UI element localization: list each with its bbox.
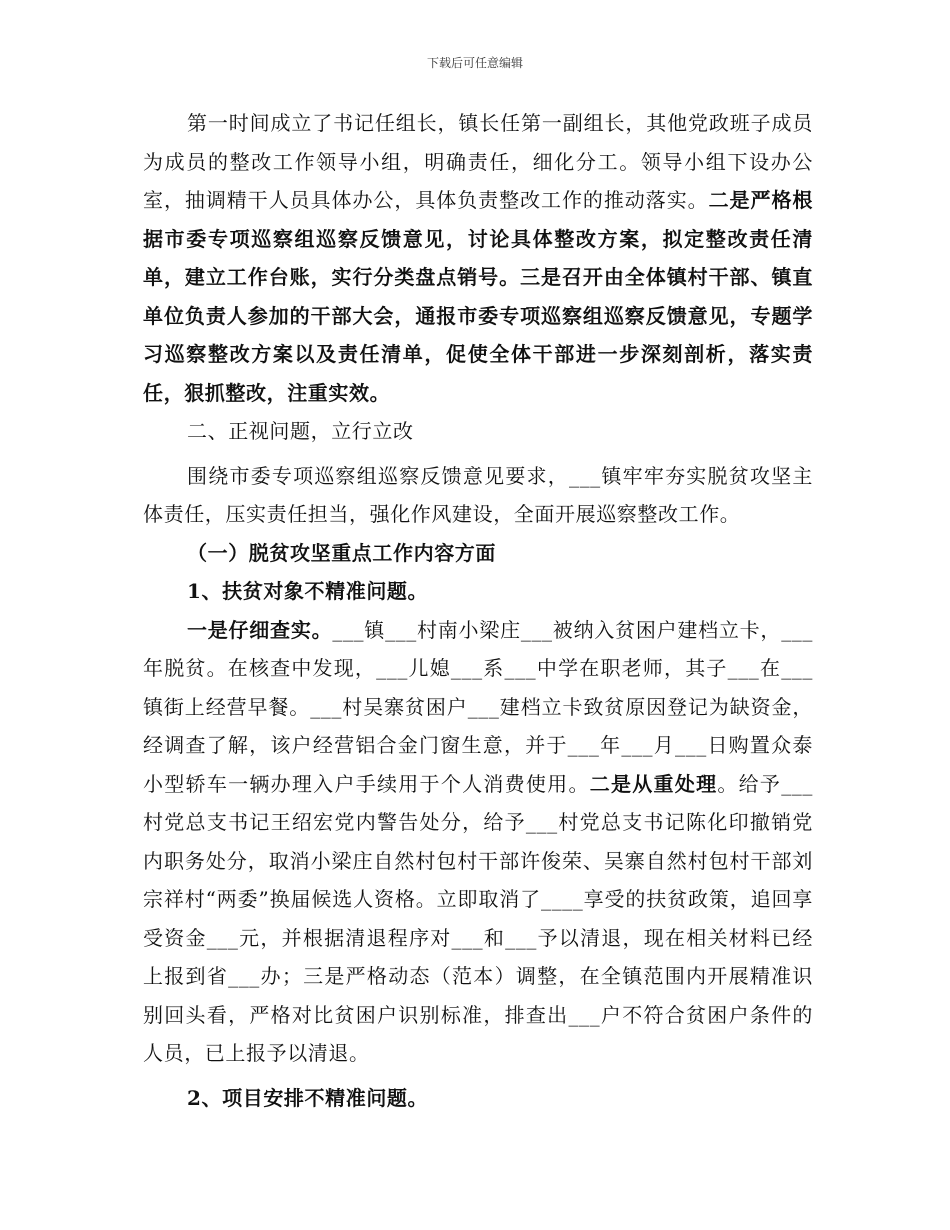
subsection-heading-1: （一）脱贫攻坚重点工作内容方面 bbox=[187, 540, 496, 565]
paragraph-1-bold-text: 二是严格根据市委专项巡察组巡察反馈意见，讨论具体整改方案，拟定整改责任清单，建立工作台账，实行分类盘点销号。三是召开由全体镇村干部、镇直单位负责人参加的干部大会，通报市委专项巡察组巡察反馈意见，专题学习巡察整改方案以及责任清单，促使全体干部进一步深刻剖析，落实责任，狠抓整改，注重实效。 bbox=[143, 188, 814, 405]
item-heading-1: 1、扶贫对象不精准问题。 bbox=[187, 579, 429, 603]
paragraph-1-text: 第一时间成立了书记任组长，镇长任第一副组长，其他党政班子成员为成员的整改工作领导小组，明确责任，细化分工。领导小组下设办公室，抽调精干人员具体办公，具体负责整改工作的推动落实。 bbox=[143, 111, 813, 212]
document-body bbox=[143, 104, 813, 1117]
paragraph-3-lead-2: 二是从重处理 bbox=[589, 771, 718, 796]
section-heading-2: 二、正视问题，立行立改 bbox=[187, 419, 414, 443]
paragraph-3-text-b: 。给予___村党总支书记王绍宏党内警告处分，给予___村党总支书记陈化印撤销党内职务处分，取消小梁庄自然村包村干部许俊荣、吴寨自然村包村干部刘宗祥村“两委”换届候选人资格。立即取消了____享受的扶贫政策，追回享受资金___元，并根据清退程序对___和___予以清退，现在相关材料已经上报到省___办；三是严格动态（范本）调整，在全镇范围内开展精准识别回头看，严格对比贫困户识别标准，排查出___户不符合贫困户条件的人员，已上报予以清退。 bbox=[143, 771, 813, 1065]
paragraph-2: 围绕市委专项巡察组巡察反馈意见要求，___镇牢牢夯实脱贫攻坚主体责任，压实责任担当，强化作风建设，全面开展巡察整改工作。 bbox=[143, 463, 813, 526]
paragraph-3-lead: 一是仔细查实。 bbox=[187, 617, 333, 642]
item-heading-2: 2、项目安排不精准问题。 bbox=[187, 1085, 429, 1110]
paragraph-1 bbox=[143, 104, 813, 412]
paragraph-3 bbox=[143, 611, 813, 1073]
page-header: 下载后可任意编辑 bbox=[426, 56, 523, 70]
paragraph-3-text-a: ___镇___村南小梁庄___被纳入贫困户建档立卡，___年脱贫。在核查中发现，___儿媳___系___中学在职老师，其子___在___镇街上经营早餐。___村吴寨贫困户___建档立卡致贫原因登记为缺资金，经调查了解，该户经营铝合金门窗生意，并于___年___月___日购置众泰小型轿车一辆办理入户手续用于个人消费使用。 bbox=[143, 617, 813, 796]
